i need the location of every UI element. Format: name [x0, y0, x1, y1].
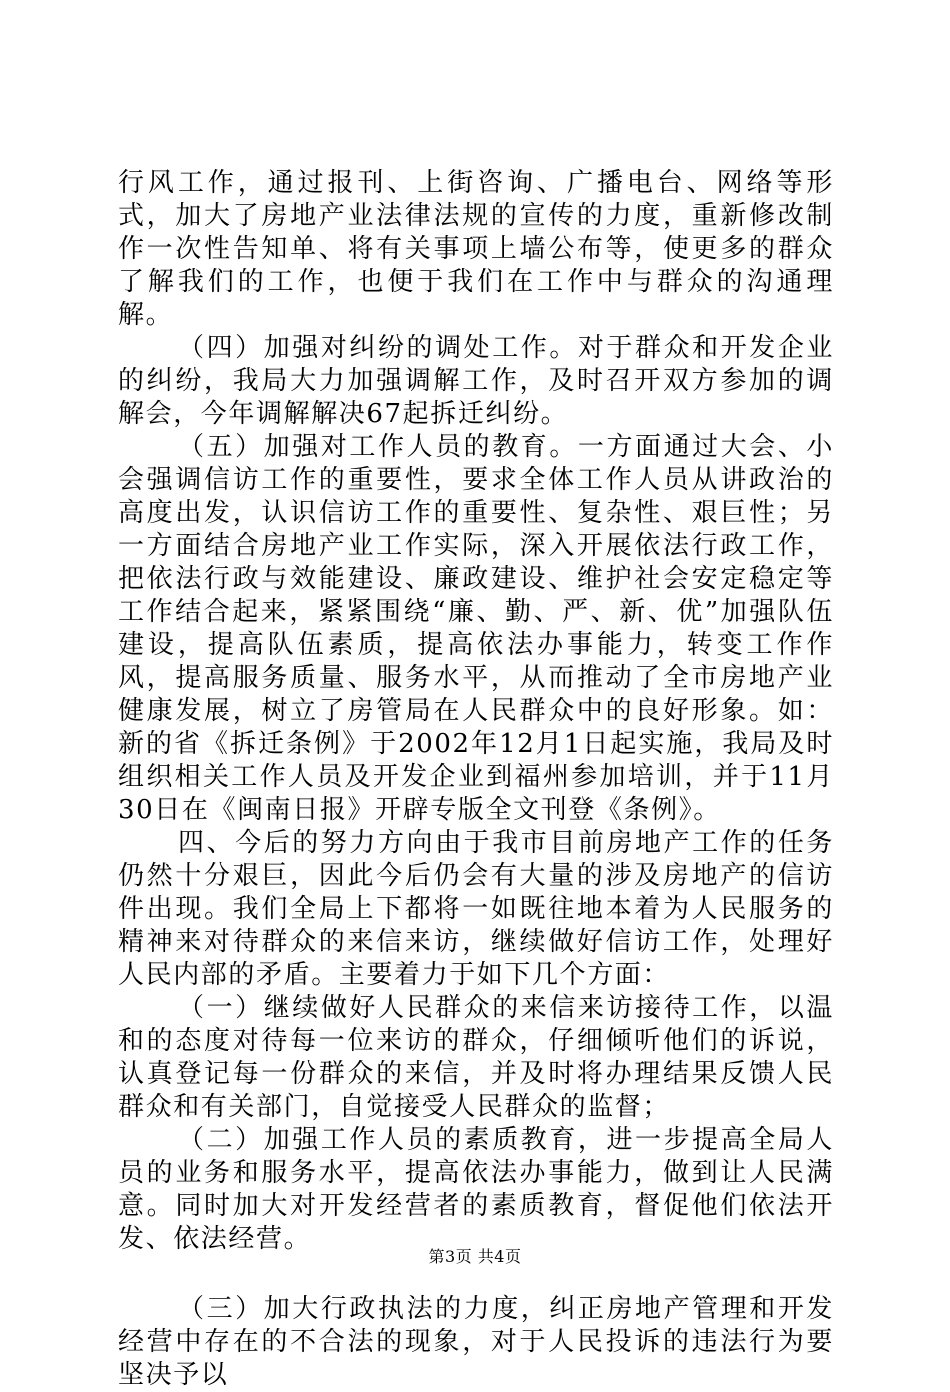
document-body — [118, 167, 834, 1392]
paragraph-future-direction: 四、今后的努力方向由于我市目前房地产工作的任务仍然十分艰巨，因此今后仍会有大量的涉及房地产的信访件出现。我们全局上下都将一如既往地本着为人民服务的精神来对待群众的来信来访，继续做好信访工作，处理好人民内部的矛盾。主要着力于如下几个方面： — [118, 828, 834, 990]
paragraph-section-five-education: （五）加强对工作人员的教育。一方面通过大会、小会强调信访工作的重要性，要求全体工作人员从讲政治的高度出发，认识信访工作的重要性、复杂性、艰巨性；另一方面结合房地产业工作实际，深入开展依法行政工作，把依法行政与效能建设、廉政建设、维护社会安定稳定等工作结合起来，紧紧围绕“廉、勤、严、新、优”加强队伍建设，提高队伍素质，提高依法办事能力，转变工作作风，提高服务质量、服务水平，从而推动了全市房地产业健康发展，树立了房管局在人民群众中的良好形象。如：新的省《拆迁条例》于2002年12月1日起实施，我局及时组织相关工作人员及开发企业到福州参加培训，并于11月30日在《闽南日报》开辟专版全文刊登《条例》。 — [118, 432, 834, 825]
paragraph-section-four-disputes: （四）加强对纠纷的调处工作。对于群众和开发企业的纠纷，我局大力加强调解工作，及时召开双方参加的调解会，今年调解解决67起拆迁纠纷。 — [118, 333, 834, 429]
paragraph-item-three: （三）加大行政执法的力度，纠正房地产管理和开发经营中存在的不合法的现象，对于人民投诉的违法行为要坚决予以 — [118, 1294, 834, 1390]
paragraph-continued-intro: 行风工作，通过报刊、上街咨询、广播电台、网络等形式，加大了房地产业法律法规的宣传的力度，重新修改制作一次性告知单、将有关事项上墙公布等，使更多的群众了解我们的工作，也便于我们在工作中与群众的沟通理解。 — [118, 168, 834, 330]
paragraph-item-two: （二）加强工作人员的素质教育，进一步提高全局人员的业务和服务水平，提高依法办事能力，做到让人民满意。同时加大对开发经营者的素质教育，督促他们依法开发、依法经营。 — [118, 1125, 834, 1254]
paragraph-item-one: （一）继续做好人民群众的来信来访接待工作，以温和的态度对待每一位来访的群众，仔细倾听他们的诉说，认真登记每一份群众的来信，并及时将办理结果反馈人民群众和有关部门，自觉接受人民群众的监督； — [118, 993, 834, 1122]
page-number-footer: 第3页 共4页 — [428, 1247, 522, 1266]
